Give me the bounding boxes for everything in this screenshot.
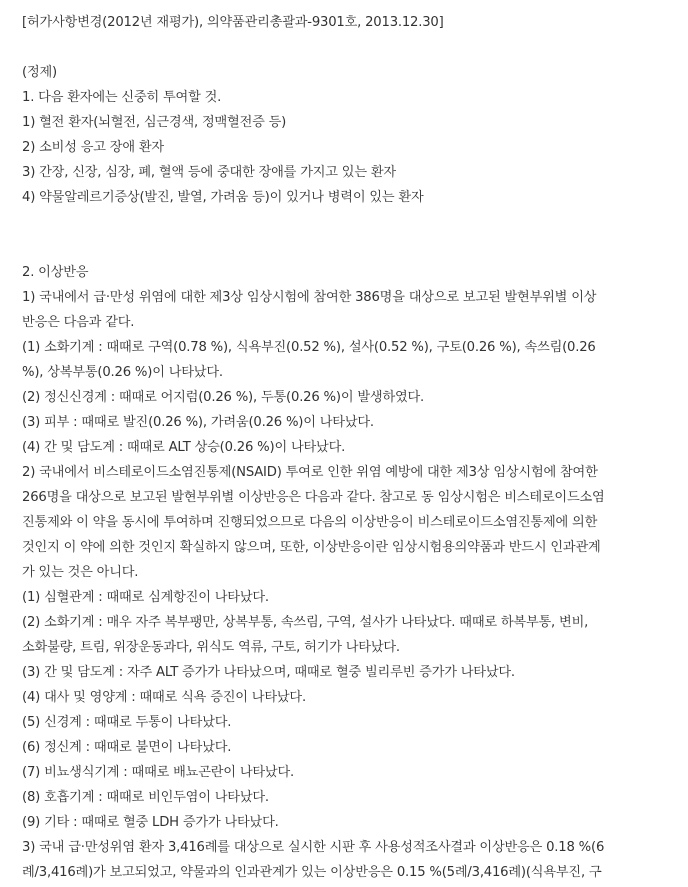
adverse-item: (4) 대사 및 영양계 : 때때로 식욕 증진이 나타났다. <box>22 690 306 705</box>
adverse-paragraph-line: 3) 국내 급·만성위염 환자 3,416례를 대상으로 실시한 시판 후 사용성적조사결과 이상반응은 0.18 %(6 <box>22 840 605 855</box>
adverse-item: (8) 호흡기계 : 때때로 비인두염이 나타났다. <box>22 790 269 805</box>
spacer <box>22 35 682 60</box>
adverse-item: (1) 소화기계 : 때때로 구역(0.78 %), 식욕부진(0.52 %), 설사(0.52 %), 구토(0.26 %), 속쓰림(0.26 <box>22 340 596 355</box>
adverse-item: (3) 피부 : 때때로 발진(0.26 %), 가려움(0.26 %)이 나타났다. <box>22 415 374 430</box>
adverse-paragraph-line: 2) 국내에서 비스테로이드소염진통제(NSAID) 투여로 인한 위염 예방에 대한 제3상 임상시험에 참여한 <box>22 465 598 480</box>
adverse-paragraph-line: 266명을 대상으로 보고된 발현부위별 이상반응은 다음과 같다. 참고로 동 임상시험은 비스테로이드소염 <box>22 490 605 505</box>
adverse-item: (2) 소화기계 : 매우 자주 복부팽만, 상복부통, 속쓰림, 구역, 설사가 나타났다. 때때로 하복부통, 변비, <box>22 615 589 630</box>
precaution-item: 4) 약물알레르기증상(발진, 발열, 가려움 등)이 있거나 병력이 있는 환자 <box>22 190 424 205</box>
precaution-item: 2) 소비성 응고 장애 환자 <box>22 140 164 155</box>
adverse-title: 2. 이상반응 <box>22 265 89 280</box>
adverse-item: %), 상복부통(0.26 %)이 나타났다. <box>22 365 223 380</box>
adverse-item: (1) 심혈관계 : 때때로 심계항진이 나타났다. <box>22 590 269 605</box>
revision-header: [허가사항변경(2012년 재평가), 의약품관리총괄과-9301호, 2013.12.30] <box>22 15 444 30</box>
adverse-item: 소화불량, 트림, 위장운동과다, 위식도 역류, 구토, 허기가 나타났다. <box>22 640 400 655</box>
document-body <box>22 10 682 885</box>
adverse-item: (4) 간 및 담도계 : 때때로 ALT 상승(0.26 %)이 나타났다. <box>22 440 346 455</box>
adverse-item: (7) 비뇨생식기계 : 때때로 배뇨곤란이 나타났다. <box>22 765 294 780</box>
adverse-paragraph-line: 진통제와 이 약을 동시에 투여하며 진행되었으므로 다음의 이상반응이 비스테로이드소염진통제에 의한 <box>22 515 598 530</box>
precaution-item: 3) 간장, 신장, 심장, 폐, 혈액 등에 중대한 장애를 가지고 있는 환자 <box>22 165 396 180</box>
spacer <box>22 210 682 260</box>
adverse-item: (9) 기타 : 때때로 혈중 LDH 증가가 나타났다. <box>22 815 279 830</box>
adverse-item: (5) 신경계 : 때때로 두통이 나타났다. <box>22 715 232 730</box>
adverse-item: (3) 간 및 담도계 : 자주 ALT 증가가 나타났으며, 때때로 혈중 빌리루빈 증가가 나타났다. <box>22 665 515 680</box>
adverse-paragraph-line: 가 있는 것은 아니다. <box>22 565 139 580</box>
adverse-paragraph-line: 1) 국내에서 급·만성 위염에 대한 제3상 임상시험에 참여한 386명을 대상으로 보고된 발현부위별 이상 <box>22 290 597 305</box>
precautions-section <box>22 60 682 210</box>
adverse-item: (2) 정신신경계 : 때때로 어지럼(0.26 %), 두통(0.26 %)이 발생하였다. <box>22 390 425 405</box>
adverse-item: (6) 정신계 : 때때로 불면이 나타났다. <box>22 740 232 755</box>
precaution-item: 1) 혈전 환자(뇌혈전, 심근경색, 정맥혈전증 등) <box>22 115 287 130</box>
precaution-title: 1. 다음 환자에는 신중히 투여할 것. <box>22 90 222 105</box>
formulation-heading: (정제) <box>22 65 57 80</box>
adverse-paragraph-line: 반응은 다음과 같다. <box>22 315 135 330</box>
adverse-paragraph-line: 례/3,416례)가 보고되었고, 약물과의 인과관계가 있는 이상반응은 0.15 %(5례/3,416례)(식욕부진, 구 <box>22 865 602 880</box>
adverse-reactions-section <box>22 260 682 885</box>
adverse-paragraph-line: 것인지 이 약에 의한 것인지 확실하지 않으며, 또한, 이상반응이란 임상시험용의약품과 반드시 인과관계 <box>22 540 601 555</box>
